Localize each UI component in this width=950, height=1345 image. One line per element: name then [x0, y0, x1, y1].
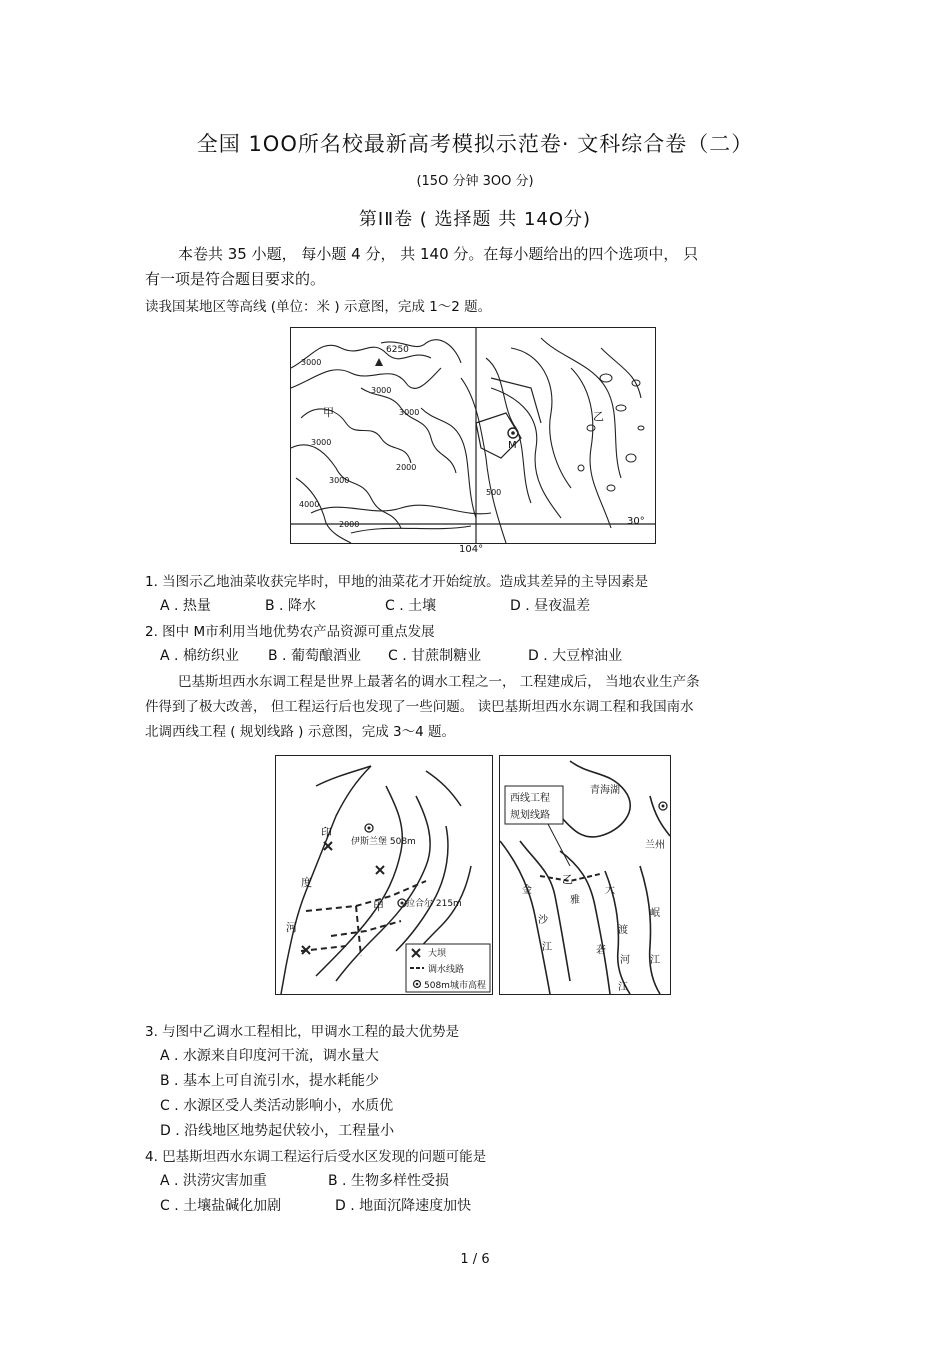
q1-option-c[interactable]: C . 土壤 — [385, 598, 437, 614]
peak-label: 6250 — [386, 345, 409, 355]
indus-char-yin: 印 — [321, 826, 332, 839]
q4-options-row-2 — [160, 1195, 471, 1215]
q1-option-b[interactable]: B . 降水 — [265, 598, 316, 614]
dadu-char: 渡 — [618, 925, 628, 936]
passage-line-3: 北调西线工程 ( 规划线路 ) 示意图，完成 3～4 题。 — [145, 724, 455, 740]
map1-lead: 读我国某地区等高线 (单位：米 ) 示意图，完成 1～2 题。 — [145, 299, 492, 315]
yi-label: 乙 — [593, 410, 604, 423]
document-title: 全国 1OO所名校最新高考模拟示范卷· 文科综合卷（二） — [196, 132, 754, 156]
q2-options — [160, 645, 622, 665]
route-label-2: 规划线路 — [510, 810, 550, 821]
intro-line-1: 本卷共 35 小题， 每小题 4 分， 共 140 分。在每小题给出的四个选项中， 只 — [178, 245, 699, 263]
west-route-map — [499, 755, 671, 995]
q3-option-a[interactable]: A . 水源来自印度河干流，调水量大 — [160, 1048, 379, 1064]
islamabad-label: 伊斯兰堡 508m — [351, 837, 416, 847]
q4-option-a[interactable]: A . 洪涝灾害加重 — [160, 1173, 267, 1189]
contour-label: 3000 — [371, 386, 392, 395]
yalong-char: 砻 — [596, 945, 606, 956]
jinsha-char: 金 — [522, 885, 532, 896]
longitude-label: 104° — [459, 544, 484, 555]
q1-stem: 1. 当图示乙地油菜收获完毕时，甲地的油菜花才开始绽放。造成其差异的主导因素是 — [145, 574, 649, 590]
contour-label: 4000 — [299, 500, 320, 509]
min-char: 江 — [650, 955, 660, 966]
contour-label: 3000 — [399, 408, 420, 417]
q4-option-c[interactable]: C . 土壤盐碱化加剧 — [160, 1198, 282, 1214]
q2-option-b[interactable]: B . 葡萄酿酒业 — [268, 648, 361, 664]
q1-option-a[interactable]: A . 热量 — [160, 598, 211, 614]
indus-char-he: 河 — [286, 921, 297, 934]
jinsha-char: 沙 — [538, 915, 548, 926]
contour-label: 3000 — [329, 476, 350, 485]
m-city-label: M — [508, 440, 517, 451]
q4-stem: 4. 巴基斯坦西水东调工程运行后受水区发现的问题可能是 — [145, 1149, 487, 1165]
q4-option-b[interactable]: B . 生物多样性受损 — [328, 1173, 449, 1189]
legend-route: 调水线路 — [428, 965, 465, 975]
yalong-char: 江 — [618, 982, 628, 993]
contour-label: 2000 — [339, 520, 360, 529]
passage-line-1: 巴基斯坦西水东调工程是世界上最著名的调水工程之一， 工程建成后， 当地农业生产条 — [178, 674, 700, 690]
dadu-char: 河 — [620, 955, 630, 966]
yi-label: 乙 — [562, 873, 573, 886]
jinsha-char: 江 — [542, 942, 552, 953]
q2-option-d[interactable]: D . 大豆榨油业 — [528, 648, 623, 664]
q2-option-a[interactable]: A . 棉纺织业 — [160, 648, 239, 664]
lahore-label: 拉合尔 215m — [406, 899, 462, 909]
section-heading: 第ⅠⅡ卷 ( 选择题 共 14O分) — [358, 209, 592, 230]
contour-map-drawing — [291, 328, 655, 543]
min-char: 岷 — [650, 908, 660, 919]
route-label-1: 西线工程 — [510, 793, 550, 804]
yalong-char: 雅 — [570, 895, 580, 906]
jia-label: 甲 — [323, 406, 334, 419]
page-number: 1 / 6 — [460, 1252, 490, 1267]
q1-options — [160, 595, 590, 615]
jia-label: 甲 — [373, 900, 384, 913]
contour-label: 2000 — [396, 463, 417, 472]
passage-line-2: 件得到了极大改善， 但工程运行后也发现了一些问题。 读巴基斯坦西水东调工程和我国南水 — [145, 699, 694, 715]
q4-option-d[interactable]: D . 地面沉降速度加快 — [335, 1198, 472, 1214]
intro-line-2: 有一项是符合题目要求的。 — [145, 270, 326, 288]
lanzhou-label: 兰州 — [645, 840, 665, 851]
time-score: (15O 分钟 3OO 分) — [416, 174, 534, 189]
q2-option-c[interactable]: C . 甘蔗制糖业 — [388, 648, 482, 664]
contour-map — [290, 327, 656, 555]
contour-label: 500 — [486, 488, 502, 497]
pakistan-diversion-map — [275, 755, 493, 995]
q1-option-d[interactable]: D . 昼夜温差 — [510, 598, 591, 614]
q3-option-d[interactable]: D . 沿线地区地势起伏较小，工程量小 — [160, 1123, 395, 1139]
contour-label: 3000 — [301, 358, 322, 367]
contour-label: 3000 — [311, 438, 332, 447]
dadu-char: 大 — [605, 885, 615, 896]
legend-city: 508m城市高程 — [424, 981, 486, 991]
q3-option-c[interactable]: C . 水源区受人类活动影响小，水质优 — [160, 1098, 394, 1114]
qinghai-lake-label: 青海湖 — [590, 785, 620, 796]
indus-char-du: 度 — [301, 876, 312, 889]
latitude-label: 30° — [627, 516, 645, 527]
legend-dam: 大坝 — [428, 949, 447, 959]
q3-option-b[interactable]: B . 基本上可自流引水，提水耗能少 — [160, 1073, 379, 1089]
q4-options-row-1 — [160, 1170, 449, 1190]
q2-stem: 2. 图中 M市利用当地优势农产品资源可重点发展 — [145, 624, 435, 640]
q3-stem: 3. 与图中乙调水工程相比，甲调水工程的最大优势是 — [145, 1024, 460, 1040]
